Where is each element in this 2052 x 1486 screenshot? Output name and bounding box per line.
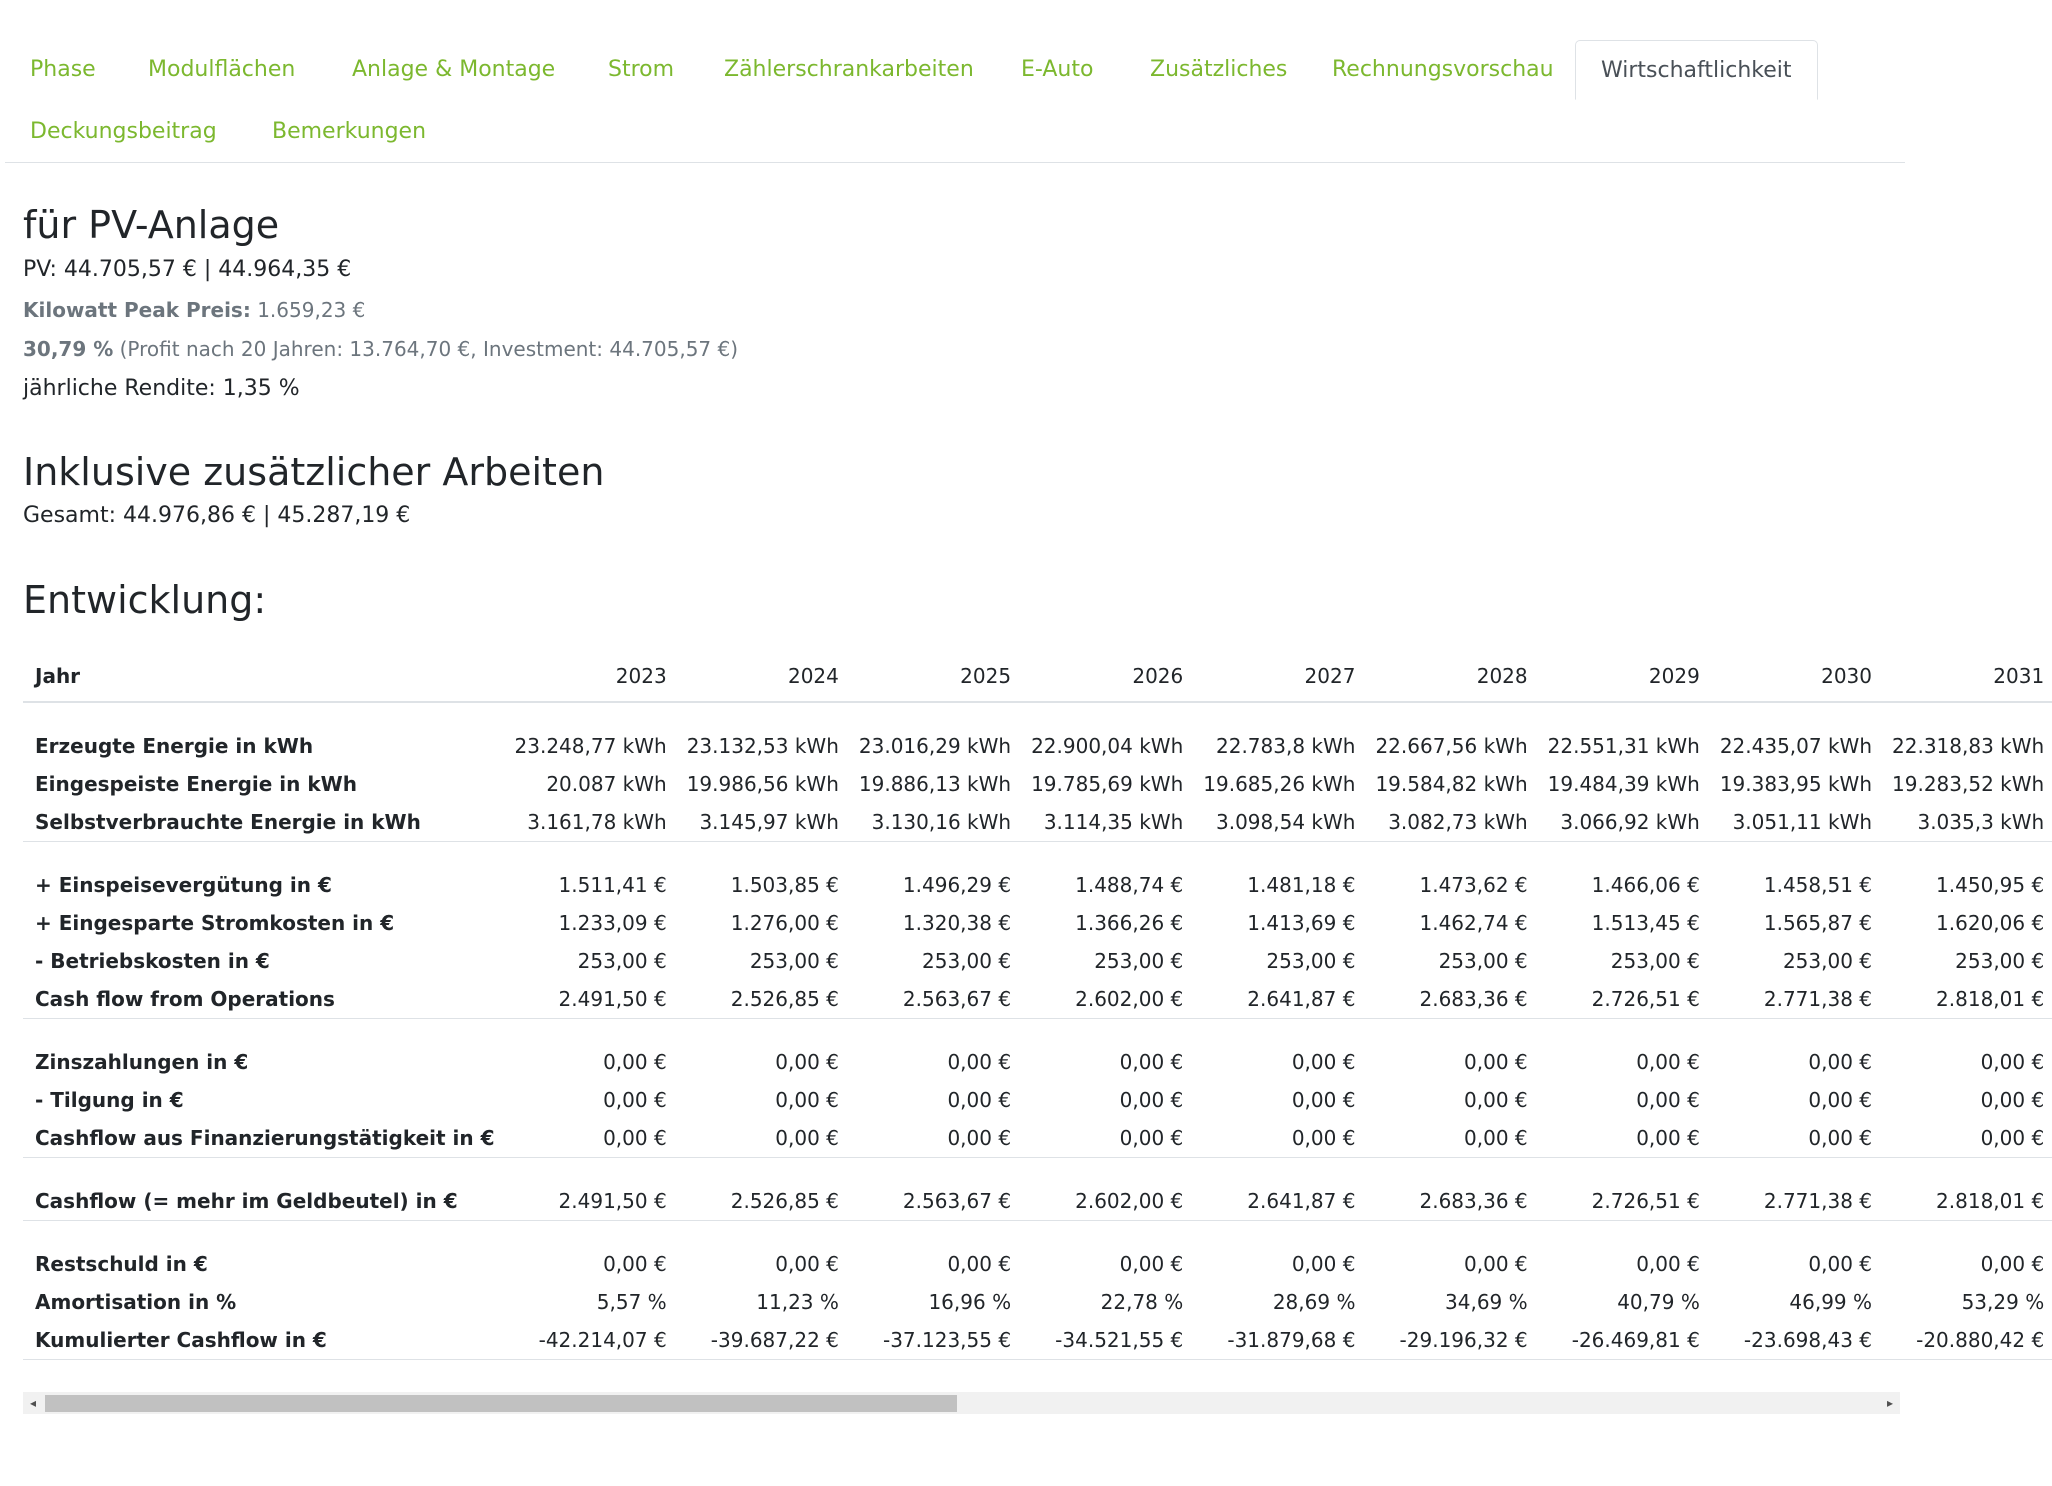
- separator-cell: [23, 1220, 2052, 1245]
- table-cell: 2.771,38 €: [1763, 1188, 1873, 1213]
- table-cell: 22.435,07 kWh: [1719, 734, 1873, 758]
- table-cell: 2.818,01 €: [1936, 986, 2045, 1011]
- profit-detail: (Profit nach 20 Jahren: 13.764,70 €, Investment: 44.705,57 €): [119, 337, 739, 361]
- table-cell: 19.886,13 kWh: [858, 772, 1012, 796]
- separator-cell: [23, 841, 2052, 866]
- table-cell: 253,00 €: [1610, 949, 1700, 973]
- year-header-label: Jahr: [23, 650, 503, 702]
- table-cell: 2.641,87 €: [1247, 986, 1356, 1011]
- table-cell: 19.584,82 kWh: [1375, 772, 1528, 796]
- table-cell: 0,00 €: [947, 1125, 1012, 1150]
- table-cell: 22,78 %: [1100, 1290, 1184, 1314]
- table-cell: 1.466,06 €: [1591, 873, 1700, 897]
- table-cell: 0,00 €: [775, 1252, 839, 1276]
- table-cell: 19.986,56 kWh: [686, 772, 839, 796]
- table-cell: -34.521,55 €: [1055, 1327, 1184, 1352]
- table-cell: 0,00 €: [1291, 1125, 1356, 1150]
- separator-cell: [23, 702, 2052, 727]
- row-label: Cashflow (= mehr im Geldbeutel) in €: [35, 1188, 458, 1213]
- table-cell: 2.526,85 €: [730, 1188, 839, 1213]
- year-header: 2030: [1708, 650, 1880, 702]
- table-cell: 3.130,16 kWh: [871, 809, 1012, 834]
- table-cell: 2.726,51 €: [1591, 1188, 1700, 1213]
- table-cell: 2.602,00 €: [1075, 986, 1184, 1011]
- table-cell: 2.563,67 €: [902, 1188, 1012, 1213]
- tab-zaehlerschrankarbeiten[interactable]: Zählerschrankarbeiten: [724, 57, 974, 82]
- kwp-value: 1.659,23 €: [257, 298, 366, 322]
- table-cell: 2.602,00 €: [1075, 1188, 1184, 1213]
- table-cell: 1.565,87 €: [1763, 911, 1873, 935]
- table-cell: 253,00 €: [749, 949, 839, 973]
- year-header: 2026: [1019, 650, 1191, 702]
- table-cell: 3.066,92 kWh: [1560, 809, 1700, 834]
- row-label: - Tilgung in €: [35, 1088, 184, 1112]
- separator-cell: [23, 1359, 2052, 1384]
- table-cell: 1.488,74 €: [1075, 873, 1184, 897]
- row-label: Cash flow from Operations: [35, 986, 335, 1011]
- row-label: Eingespeiste Energie in kWh: [35, 772, 357, 796]
- extra-section: [23, 450, 604, 494]
- row-label: + Eingesparte Stromkosten in €: [35, 911, 395, 935]
- table-cell: 1.276,00 €: [730, 911, 839, 935]
- table-cell: 1.462,74 €: [1419, 911, 1528, 935]
- table-cell: 19.283,52 kWh: [1892, 772, 2045, 796]
- table-cell: 0,00 €: [1119, 1050, 1184, 1074]
- table-cell: 46,99 %: [1789, 1290, 1873, 1314]
- horizontal-scrollbar[interactable]: [23, 1392, 1900, 1414]
- table-cell: 1.496,29 €: [902, 873, 1012, 897]
- table-cell: 0,00 €: [947, 1252, 1012, 1276]
- table-cell: 0,00 €: [1119, 1252, 1184, 1276]
- table-cell: -29.196,32 €: [1399, 1327, 1528, 1352]
- table-row: [23, 1182, 2052, 1220]
- table-cell: 0,00 €: [1980, 1088, 2045, 1112]
- table-row: [23, 942, 2052, 980]
- pv-price: PV: 44.705,57 € | 44.964,35 €: [23, 257, 352, 282]
- kwp-label: Kilowatt Peak Preis:: [23, 298, 251, 322]
- table-cell: 253,00 €: [1266, 949, 1356, 973]
- row-label: Restschuld in €: [35, 1252, 208, 1276]
- table-cell: 22.318,83 kWh: [1892, 734, 2045, 758]
- table-cell: -42.214,07 €: [538, 1327, 667, 1352]
- row-label: Kumulierter Cashflow in €: [35, 1327, 327, 1352]
- table-cell: 2.563,67 €: [902, 986, 1012, 1011]
- table-cell: 0,00 €: [1119, 1088, 1184, 1112]
- table-cell: 0,00 €: [1636, 1252, 1700, 1276]
- group-separator: [23, 1220, 2052, 1245]
- table-row: [23, 904, 2052, 942]
- table-cell: 0,00 €: [1980, 1252, 2045, 1276]
- table-cell: 0,00 €: [1291, 1088, 1356, 1112]
- table-cell: 3.051,11 kWh: [1732, 809, 1873, 834]
- table-cell: 3.082,73 kWh: [1388, 809, 1528, 834]
- table-cell: 0,00 €: [1291, 1252, 1356, 1276]
- scroll-left-icon[interactable]: ◂: [29, 1396, 37, 1410]
- row-label: - Betriebskosten in €: [35, 949, 270, 973]
- table-cell: 3.035,3 kWh: [1917, 809, 2045, 834]
- table-row: [23, 1119, 2052, 1157]
- tab-rechnungsvorschau[interactable]: Rechnungsvorschau: [1332, 57, 1554, 82]
- tab-phase[interactable]: Phase: [30, 57, 96, 82]
- table-cell: 22.667,56 kWh: [1375, 734, 1528, 758]
- table-cell: 3.161,78 kWh: [527, 809, 667, 834]
- table-cell: 0,00 €: [1464, 1125, 1528, 1150]
- year-header: 2029: [1536, 650, 1708, 702]
- table-cell: 0,00 €: [775, 1088, 839, 1112]
- group-separator: [23, 1157, 2052, 1182]
- group-separator: [23, 1018, 2052, 1043]
- tab-wirtschaftlichkeit[interactable]: Wirtschaftlichkeit: [1575, 40, 1818, 100]
- pv-section: [23, 203, 279, 247]
- table-cell: 40,79 %: [1617, 1290, 1700, 1314]
- table-cell: 19.685,26 kWh: [1203, 772, 1356, 796]
- table-cell: -23.698,43 €: [1743, 1327, 1873, 1352]
- table-cell: 53,29 %: [1961, 1290, 2045, 1314]
- table-cell: 0,00 €: [1808, 1050, 1873, 1074]
- year-header: 2027: [1191, 650, 1363, 702]
- table-cell: 22.900,04 kWh: [1031, 734, 1184, 758]
- table-cell: 1.320,38 €: [902, 911, 1012, 935]
- table-cell: 2.771,38 €: [1763, 986, 1873, 1011]
- year-header: 2031: [1880, 650, 2052, 702]
- table-cell: 2.526,85 €: [730, 986, 839, 1011]
- table-cell: 253,00 €: [1782, 949, 1873, 973]
- table-cell: 23.132,53 kWh: [686, 734, 839, 758]
- tab-bemerkungen[interactable]: Bemerkungen: [272, 119, 427, 144]
- table-cell: 0,00 €: [947, 1050, 1012, 1074]
- table-cell: 2.818,01 €: [1936, 1188, 2045, 1213]
- table-cell: 1.620,06 €: [1936, 911, 2045, 935]
- row-label: Cashflow aus Finanzierungstätigkeit in €: [35, 1125, 495, 1150]
- table-cell: 0,00 €: [1980, 1125, 2045, 1150]
- table-cell: 0,00 €: [1808, 1125, 1873, 1150]
- table-cell: 11,23 %: [756, 1290, 839, 1314]
- table-end-separator: [23, 1359, 2052, 1384]
- separator-cell: [23, 1157, 2052, 1182]
- table-cell: -39.687,22 €: [710, 1327, 839, 1352]
- table-cell: 3.145,97 kWh: [699, 809, 839, 834]
- development-section: [23, 578, 266, 622]
- table-cell: 253,00 €: [577, 949, 667, 973]
- table-cell: 0,00 €: [603, 1088, 667, 1112]
- table-cell: 28,69 %: [1272, 1290, 1356, 1314]
- table-cell: 0,00 €: [947, 1088, 1012, 1112]
- development-table: [23, 650, 2052, 1384]
- table-row: [23, 803, 2052, 841]
- table-cell: 1.413,69 €: [1247, 911, 1356, 935]
- table-row: [23, 765, 2052, 803]
- row-label: Selbstverbrauchte Energie in kWh: [35, 809, 421, 834]
- table-cell: 2.683,36 €: [1419, 1188, 1528, 1213]
- table-cell: 19.383,95 kWh: [1719, 772, 1873, 796]
- table-cell: 22.551,31 kWh: [1547, 734, 1700, 758]
- table-cell: 253,00 €: [922, 949, 1012, 973]
- table-row: [23, 980, 2052, 1018]
- profit-percent: 30,79 %: [23, 337, 114, 361]
- tab-bar: [5, 40, 1905, 163]
- table-body: [23, 702, 2052, 1384]
- table-cell: 1.233,09 €: [558, 911, 667, 935]
- table-cell: -31.879,68 €: [1227, 1327, 1356, 1352]
- row-label: Zinszahlungen in €: [35, 1050, 249, 1074]
- table-row: [23, 1245, 2052, 1283]
- table-cell: -37.123,55 €: [882, 1327, 1012, 1352]
- extra-total: Gesamt: 44.976,86 € | 45.287,19 €: [23, 503, 411, 528]
- table-cell: 253,00 €: [1094, 949, 1184, 973]
- table-cell: 0,00 €: [1636, 1088, 1700, 1112]
- table-cell: 3.098,54 kWh: [1216, 809, 1356, 834]
- group-separator: [23, 841, 2052, 866]
- scroll-right-icon[interactable]: ▸: [1886, 1396, 1894, 1410]
- table-cell: 0,00 €: [603, 1252, 667, 1276]
- table-cell: 0,00 €: [1464, 1088, 1528, 1112]
- extra-title: Inklusive zusätzlicher Arbeiten: [23, 450, 605, 494]
- table-cell: 23.248,77 kWh: [514, 734, 667, 758]
- table-cell: 1.511,41 €: [558, 873, 667, 897]
- table-cell: 19.484,39 kWh: [1547, 772, 1700, 796]
- tab-modulflaechen[interactable]: Modulflächen: [148, 57, 296, 82]
- table-cell: 253,00 €: [1955, 949, 2045, 973]
- tab-deckungsbeitrag[interactable]: Deckungsbeitrag: [30, 119, 217, 144]
- profit-line: [23, 337, 738, 361]
- table-row: [23, 1081, 2052, 1119]
- table-cell: 0,00 €: [1291, 1050, 1356, 1074]
- year-header: 2023: [503, 650, 675, 702]
- table-cell: 1.366,26 €: [1075, 911, 1184, 935]
- pv-title: für PV-Anlage: [23, 203, 280, 247]
- year-header: 2028: [1363, 650, 1535, 702]
- row-label: + Einspeisevergütung in €: [35, 873, 332, 897]
- table-cell: 20.087 kWh: [546, 772, 667, 796]
- table-cell: 0,00 €: [603, 1050, 667, 1074]
- kwp-price: [23, 298, 365, 322]
- table-cell: 0,00 €: [1636, 1125, 1700, 1150]
- table-cell: 34,69 %: [1445, 1290, 1528, 1314]
- table-row: [23, 866, 2052, 904]
- table-cell: 23.016,29 kWh: [858, 734, 1012, 758]
- table-cell: 0,00 €: [603, 1125, 667, 1150]
- table-cell: 0,00 €: [1808, 1252, 1873, 1276]
- table-row: [23, 1321, 2052, 1359]
- table-cell: 2.641,87 €: [1247, 1188, 1356, 1213]
- table-cell: 1.481,18 €: [1247, 873, 1356, 897]
- table-cell: 0,00 €: [1808, 1088, 1873, 1112]
- table-cell: 1.513,45 €: [1591, 911, 1700, 935]
- table-cell: 19.785,69 kWh: [1031, 772, 1184, 796]
- table-cell: 2.491,50 €: [558, 1188, 667, 1213]
- tab-strom[interactable]: Strom: [608, 57, 675, 82]
- table-header-row: [23, 650, 2052, 702]
- tab-e-auto[interactable]: E-Auto: [1021, 57, 1094, 82]
- table-cell: 0,00 €: [1464, 1050, 1528, 1074]
- table-cell: -26.469,81 €: [1571, 1327, 1700, 1352]
- row-label: Erzeugte Energie in kWh: [35, 734, 314, 758]
- annual-return: jährliche Rendite: 1,35 %: [23, 376, 300, 401]
- table-cell: 1.450,95 €: [1936, 873, 2045, 897]
- table-row: [23, 1043, 2052, 1081]
- table-cell: 5,57 %: [596, 1290, 667, 1314]
- table-cell: 1.458,51 €: [1763, 873, 1873, 897]
- table-cell: 253,00 €: [1438, 949, 1528, 973]
- table-cell: 0,00 €: [1636, 1050, 1700, 1074]
- table-cell: 3.114,35 kWh: [1043, 809, 1184, 834]
- table-cell: 1.503,85 €: [730, 873, 839, 897]
- development-title: Entwicklung:: [23, 578, 267, 622]
- table-cell: 16,96 %: [928, 1290, 1012, 1314]
- table-cell: 0,00 €: [1119, 1125, 1184, 1150]
- table-cell: -20.880,42 €: [1916, 1327, 2045, 1352]
- table-row: [23, 727, 2052, 765]
- table-cell: 0,00 €: [775, 1125, 839, 1150]
- scrollbar-thumb[interactable]: [45, 1395, 957, 1412]
- table-cell: 2.726,51 €: [1591, 986, 1700, 1011]
- table-cell: 22.783,8 kWh: [1216, 734, 1356, 758]
- development-table-scroll[interactable]: [23, 650, 2045, 1370]
- table-cell: 0,00 €: [1980, 1050, 2045, 1074]
- table-cell: 1.473,62 €: [1419, 873, 1528, 897]
- table-cell: 2.491,50 €: [558, 986, 667, 1011]
- table-row: [23, 1283, 2052, 1321]
- table-cell: 0,00 €: [1464, 1252, 1528, 1276]
- table-cell: 0,00 €: [775, 1050, 839, 1074]
- year-header: 2025: [847, 650, 1019, 702]
- year-header: 2024: [675, 650, 847, 702]
- row-label: Amortisation in %: [35, 1290, 237, 1314]
- group-separator: [23, 702, 2052, 727]
- separator-cell: [23, 1018, 2052, 1043]
- table-cell: 2.683,36 €: [1419, 986, 1528, 1011]
- tab-zusaetzliches[interactable]: Zusätzliches: [1150, 57, 1288, 82]
- tab-anlage-montage[interactable]: Anlage & Montage: [352, 57, 556, 82]
